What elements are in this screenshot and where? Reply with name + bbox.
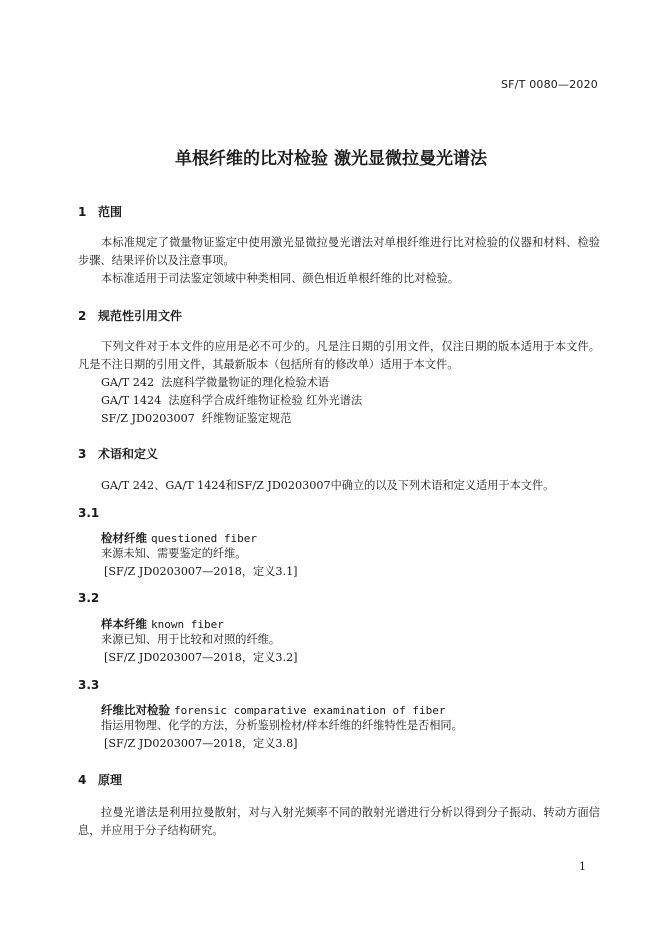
term-definition: 来源未知、需要鉴定的纤维。 <box>101 547 247 560</box>
section-number: 4 <box>78 773 87 787</box>
term-number: 3.2 <box>78 591 100 605</box>
page-number: 1 <box>579 860 586 873</box>
section-heading-4 <box>78 771 122 788</box>
section-heading-1 <box>78 203 122 220</box>
term-zh: 样本纤维 <box>101 617 147 631</box>
term-definition: 来源已知、用于比较和对照的纤维。 <box>101 633 281 646</box>
reference-item: SF/Z JD0203007 纤维物证鉴定规范 <box>101 412 292 425</box>
paragraph: 本标准规定了微量物证鉴定中使用激光显微拉曼光谱法对单根纤维进行比对检验的仪器和材料、检验步骤、结果评价以及注意事项。 <box>78 236 600 267</box>
section-heading-3 <box>78 445 158 462</box>
term-zh: 纤维比对检验 <box>101 703 170 717</box>
term-entry <box>101 616 224 632</box>
term-source: [SF/Z JD0203007—2018，定义3.2] <box>104 651 298 664</box>
paragraph: 下列文件对于本文件的应用是必不可少的。凡是注日期的引用文件，仅注日期的版本适用于本文件。凡是不注日期的引用文件，其最新版本（包括所有的修改单）适用于本文件。 <box>78 340 600 371</box>
term-en: questioned fiber <box>151 532 257 545</box>
section-title: 范围 <box>98 205 123 219</box>
term-en: known fiber <box>151 618 224 631</box>
paragraph: 拉曼光谱法是利用拉曼散射，对与入射光频率不同的散射光谱进行分析以得到分子振动、转动方面信息，并应用于分子结构研究。 <box>78 806 600 837</box>
section-title: 原理 <box>98 773 123 787</box>
paragraph: 本标准适用于司法鉴定领域中种类相同、颜色相近单根纤维的比对检验。 <box>101 272 460 285</box>
document-title: 单根纤维的比对检验 激光显微拉曼光谱法 <box>175 149 487 169</box>
term-source: [SF/Z JD0203007—2018，定义3.1] <box>104 565 298 578</box>
term-number: 3.1 <box>78 506 100 520</box>
standard-code: SF/T 0080—2020 <box>500 78 598 91</box>
section-heading-2 <box>78 307 182 324</box>
term-entry <box>101 530 257 546</box>
paragraph: GA/T 242、GA/T 1424和SF/Z JD0203007中确立的以及下列术语和定义适用于本文件。 <box>101 479 555 492</box>
term-en: forensic comparative examination of fiber <box>174 704 446 717</box>
term-number: 3.3 <box>78 678 100 692</box>
term-entry <box>101 702 446 718</box>
section-title: 术语和定义 <box>98 447 159 461</box>
term-zh: 检材纤维 <box>101 531 147 545</box>
section-title: 规范性引用文件 <box>98 309 183 323</box>
section-number: 1 <box>78 205 87 219</box>
term-source: [SF/Z JD0203007—2018，定义3.8] <box>104 737 298 750</box>
reference-item: GA/T 1424 法庭科学合成纤维物证检验 红外光谱法 <box>101 394 363 407</box>
term-definition: 指运用物理、化学的方法，分析鉴别检材/样本纤维的纤维特性是否相同。 <box>101 719 463 732</box>
section-number: 2 <box>78 309 87 323</box>
reference-item: GA/T 242 法庭科学微量物证的理化检验术语 <box>101 376 330 389</box>
section-number: 3 <box>78 447 87 461</box>
